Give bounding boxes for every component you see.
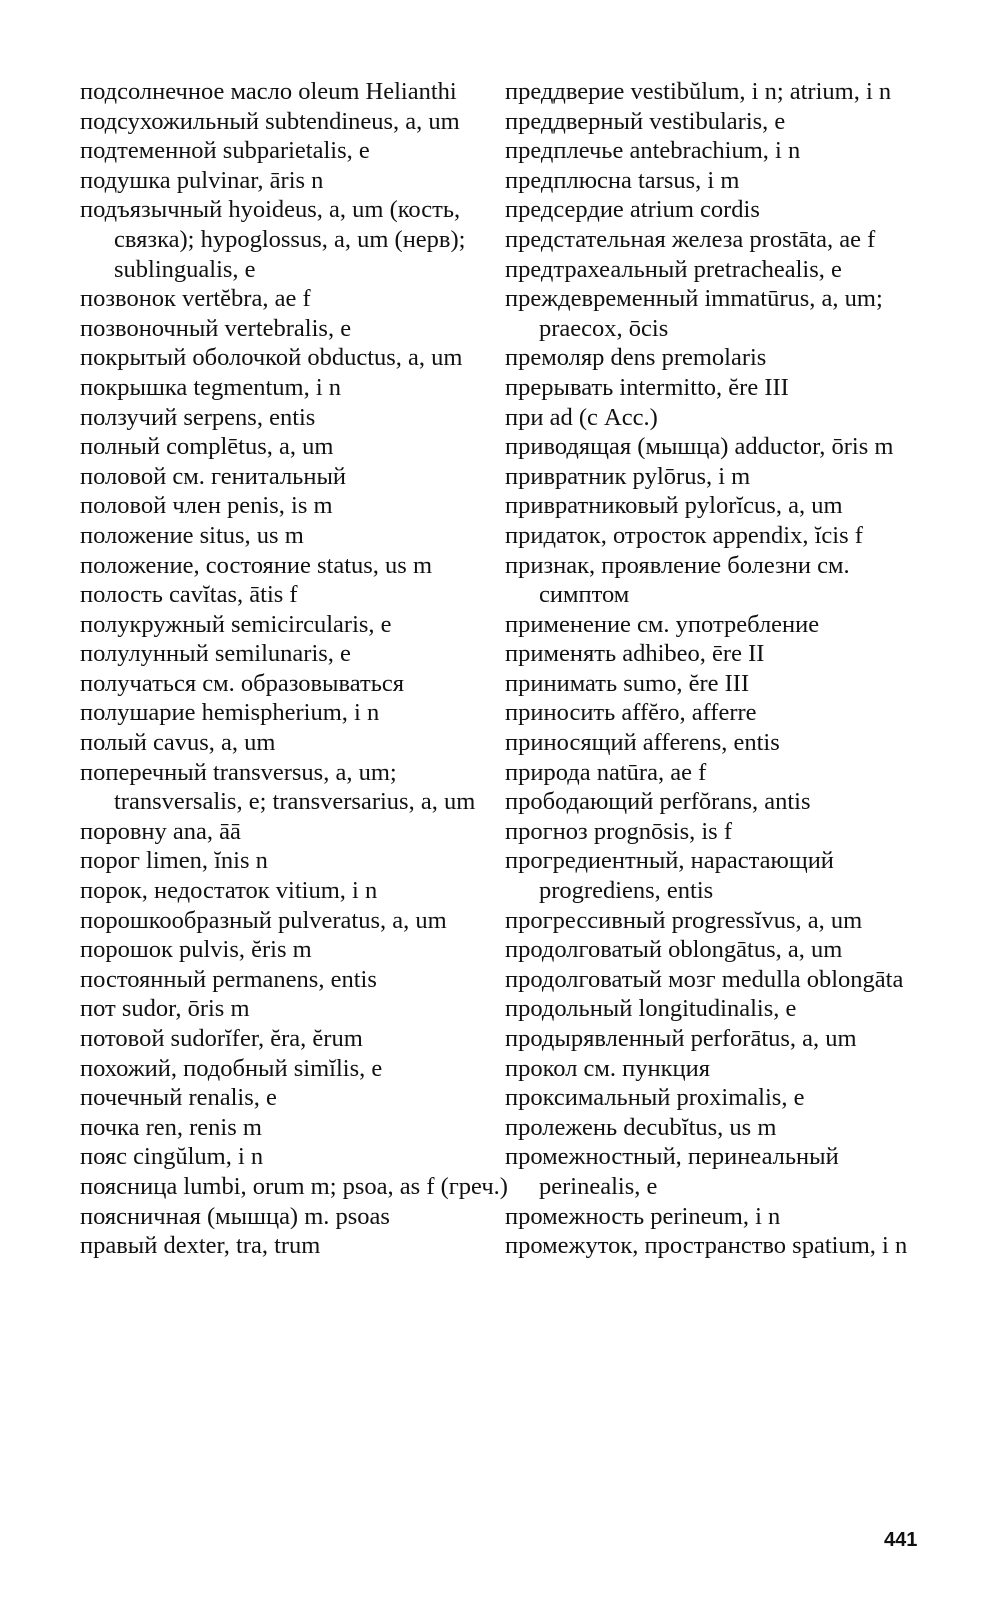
- dictionary-entry: приносить affĕro, afferre: [505, 699, 757, 727]
- dictionary-entry: порок, недостаток vitium, i n: [80, 877, 378, 905]
- dictionary-entry: предплечье antebrachium, i n: [505, 137, 801, 165]
- dictionary-entry: полукружный semicircularis, e: [80, 610, 392, 638]
- dictionary-entry: почка ren, renis m: [80, 1113, 262, 1141]
- dictionary-entry: порог limen, ĭnis n: [80, 847, 268, 875]
- dictionary-entry: предплюсна tarsus, i m: [505, 166, 740, 194]
- dictionary-entry: прогноз prognōsis, is f: [505, 817, 732, 845]
- dictionary-entry: порошкообразный pulveratus, a, um: [80, 906, 447, 934]
- dictionary-entry: продолговатый oblongātus, a, um: [505, 936, 843, 964]
- dictionary-entry: половой член penis, is m: [80, 492, 333, 520]
- dictionary-entry: при ad (с Acc.): [505, 403, 658, 431]
- dictionary-entry: привратниковый pylorĭcus, a, um: [505, 492, 843, 520]
- dictionary-entry: продолговатый мозг medulla oblongāta: [505, 965, 904, 993]
- dictionary-entry: положение situs, us m: [80, 521, 304, 549]
- right-column: [505, 77, 935, 1261]
- dictionary-entry: промежуток, пространство spatium, i n: [505, 1232, 908, 1260]
- left-column: [80, 77, 510, 1261]
- dictionary-entry: постоянный permanens, entis: [80, 965, 377, 993]
- dictionary-entry: почечный renalis, e: [80, 1084, 277, 1112]
- dictionary-entry: правый dexter, tra, trum: [80, 1232, 321, 1260]
- dictionary-entry: поясничная (мышца) m. psoas: [80, 1202, 390, 1230]
- dictionary-entry: прободающий perfŏrans, antis: [505, 788, 811, 816]
- dictionary-entry: позвоночный vertebralis, e: [80, 314, 352, 342]
- dictionary-entry: подсолнечное масло oleum Helianthi: [80, 78, 457, 105]
- dictionary-entry: преддверие vestibŭlum, i n; atrium, i n: [505, 78, 892, 105]
- dictionary-entry: подтеменной subparietalis, e: [80, 137, 370, 165]
- dictionary-entry: признак, проявление болезни см. симптом: [505, 551, 850, 609]
- dictionary-entry: поясница lumbi, orum m; psoa, as f (греч.): [80, 1172, 508, 1200]
- dictionary-entry: премоляр dens premolaris: [505, 344, 767, 372]
- dictionary-entry: преждевременный immatūrus, a, um; praecox, ōcis: [505, 285, 883, 342]
- dictionary-entry: предтрахеальный pretrachealis, e: [505, 255, 842, 283]
- dictionary-entry: пояс cingŭlum, i n: [80, 1143, 264, 1171]
- dictionary-entry: предсердие atrium cordis: [505, 196, 760, 224]
- dictionary-entry: подсухожильный subtendineus, a, um: [80, 107, 460, 135]
- dictionary-entry: позвонок vertĕbra, ae f: [80, 285, 311, 313]
- dictionary-entry: потовой sudorĭfer, ĕra, ĕrum: [80, 1025, 363, 1052]
- dictionary-entry: природа natūra, ae f: [505, 758, 707, 786]
- dictionary-entry: привратник pylōrus, i m: [505, 462, 751, 490]
- dictionary-entry: прогрессивный progressĭvus, a, um: [505, 906, 863, 934]
- dictionary-entry: продольный longitudinalis, e: [505, 995, 797, 1023]
- dictionary-entry: покрышка tegmentum, i n: [80, 373, 342, 401]
- dictionary-entry: пролежень decubĭtus, us m: [505, 1113, 777, 1141]
- dictionary-entry: поперечный transversus, a, um; transversalis, e; transversarius, a, um: [80, 758, 476, 816]
- dictionary-entry: промежностный, перинеальный perinealis, e: [505, 1143, 839, 1200]
- dictionary-entry: приносящий afferens, entis: [505, 729, 780, 757]
- dictionary-entry: полость cavĭtas, ātis f: [80, 581, 298, 609]
- dictionary-entry: полный complētus, a, um: [80, 433, 334, 461]
- dictionary-entry: ползучий serpens, entis: [80, 403, 316, 431]
- dictionary-entry: приводящая (мышца) adductor, ōris m: [505, 433, 894, 461]
- dictionary-entry: предстательная железа prostāta, ae f: [505, 225, 876, 253]
- dictionary-entry: подъязычный hyoideus, a, um (кость, связка); hypoglossus, a, um (нерв); sublingualis, e: [80, 196, 466, 283]
- dictionary-entry: прокол см. пункция: [505, 1054, 711, 1082]
- dictionary-entry: прогредиентный, нарастающий progrediens, entis: [505, 847, 834, 905]
- dictionary-entry: половой см. генитальный: [80, 462, 347, 490]
- dictionary-entry: покрытый оболочкой obductus, a, um: [80, 344, 463, 372]
- dictionary-entry: прерывать intermitto, ĕre III: [505, 373, 789, 401]
- dictionary-entry: полый cavus, a, um: [80, 729, 276, 757]
- dictionary-entry: порошок pulvis, ĕris m: [80, 936, 312, 964]
- dictionary-entry: похожий, подобный simĭlis, e: [80, 1054, 383, 1082]
- dictionary-entry: проксимальный proximalis, e: [505, 1084, 805, 1112]
- dictionary-entry: получаться см. образовываться: [80, 669, 405, 697]
- dictionary-entry: подушка pulvinar, āris n: [80, 166, 324, 194]
- dictionary-entry: поровну ana, āā: [80, 817, 241, 845]
- dictionary-entry: применение см. употребление: [505, 610, 820, 638]
- dictionary-entry: придаток, отросток appendix, ĭcis f: [505, 521, 863, 549]
- page-number: 441: [884, 1529, 918, 1551]
- dictionary-entry: полушарие hemispherium, i n: [80, 699, 380, 727]
- dictionary-entry: полулунный semilunaris, e: [80, 640, 351, 668]
- dictionary-entry: промежность perineum, i n: [505, 1202, 781, 1230]
- dictionary-entry: преддверный vestibularis, e: [505, 107, 786, 135]
- dictionary-entry: продырявленный perforātus, a, um: [505, 1025, 857, 1052]
- dictionary-entry: пот sudor, ōris m: [80, 995, 250, 1023]
- dictionary-entry: принимать sumo, ĕre III: [505, 669, 750, 697]
- dictionary-entry: применять adhibeo, ēre II: [505, 640, 765, 668]
- dictionary-entry: положение, состояние status, us m: [80, 551, 433, 579]
